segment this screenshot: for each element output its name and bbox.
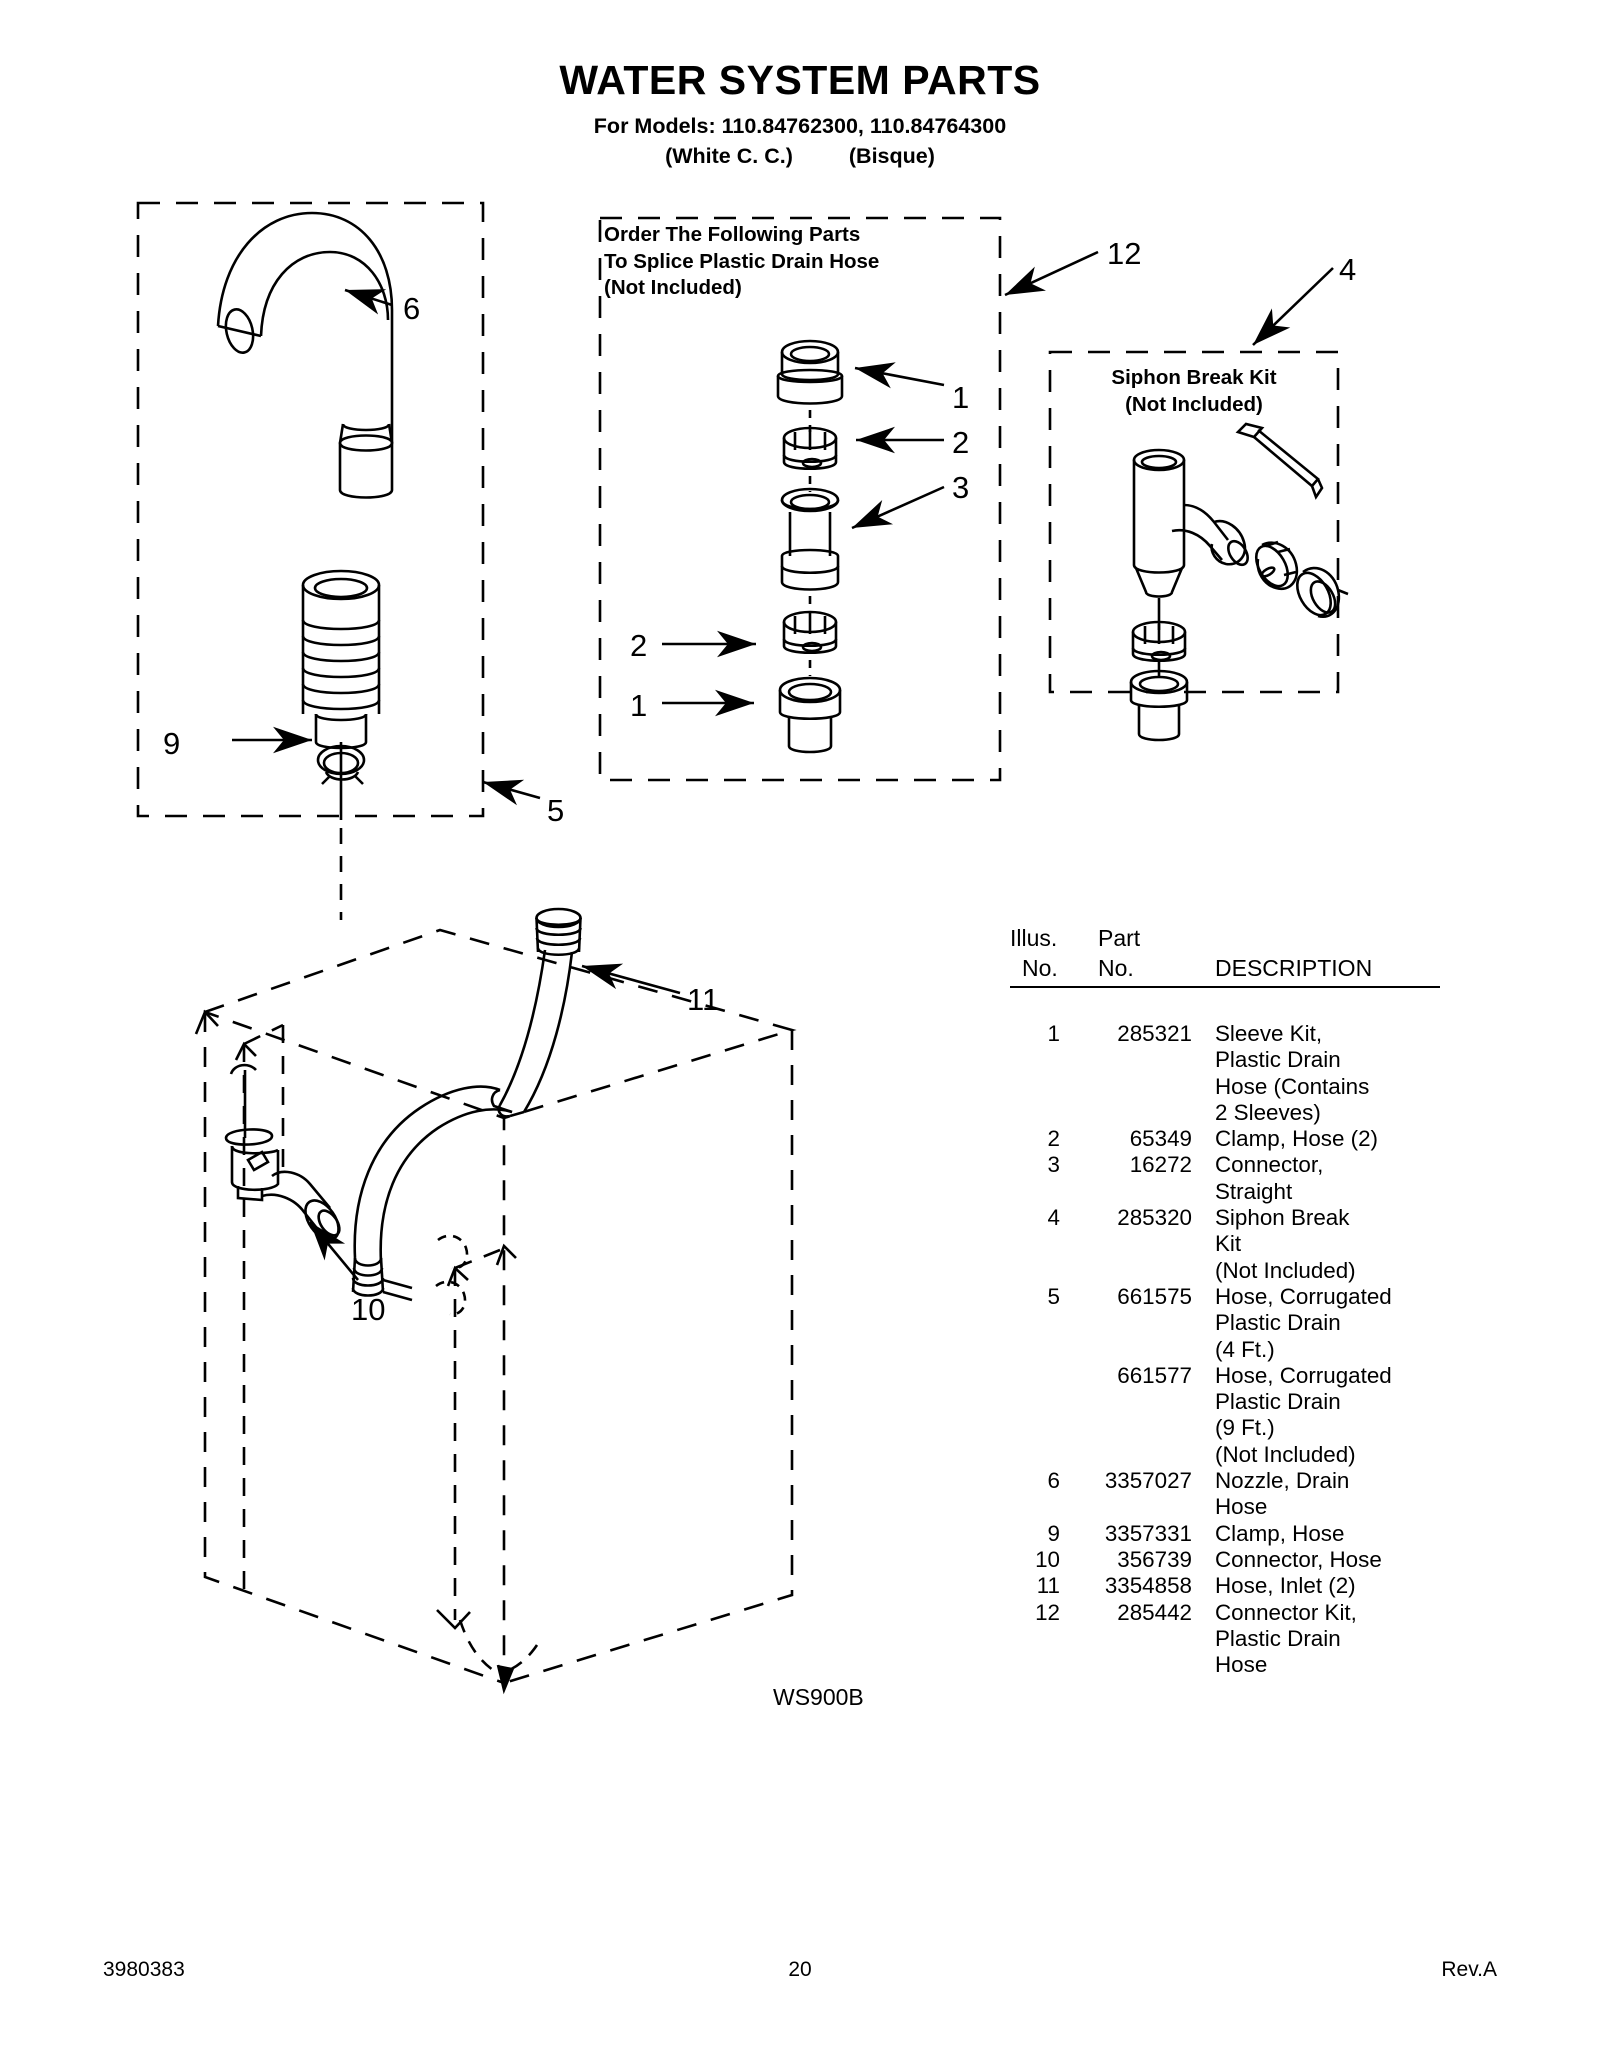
callout-6: 6	[403, 291, 421, 326]
cell-desc: (Not Included)	[1215, 1257, 1356, 1283]
cabinet-bottom-arrow	[460, 1620, 537, 1690]
table-row	[1010, 1442, 1440, 1468]
connector-part	[782, 489, 838, 590]
table-row	[1010, 1415, 1440, 1441]
table-row	[1010, 1021, 1440, 1047]
cell-desc: Sleeve Kit,	[1215, 1021, 1323, 1046]
cell-illus: 5	[1047, 1283, 1060, 1309]
table-row	[1010, 1521, 1440, 1547]
leader-1a	[855, 368, 944, 385]
parts-table	[1010, 925, 1440, 1678]
table-row	[1010, 1310, 1440, 1336]
cell-desc: Hose	[1215, 1652, 1268, 1678]
hose-connector-illustration	[226, 1065, 345, 1245]
cell-desc: Connector Kit,	[1215, 1599, 1357, 1625]
cell-desc: Hose, Corrugated	[1215, 1362, 1392, 1388]
inlet-hose-left	[353, 1087, 512, 1300]
cell-part: 285321	[1117, 1021, 1192, 1046]
table-row	[1010, 1047, 1440, 1073]
cell-desc: Plastic Drain	[1215, 1625, 1341, 1651]
header-part-line1: Part	[1098, 925, 1141, 951]
cell-part: 16272	[1129, 1152, 1192, 1178]
table-row	[1010, 1573, 1440, 1599]
cell-part: 356739	[1117, 1546, 1192, 1572]
clamp-part-upper	[784, 428, 836, 469]
table-row	[1010, 1547, 1440, 1573]
table-row	[1010, 1231, 1440, 1257]
leader-10	[310, 1222, 358, 1280]
cell-part: 3357331	[1104, 1520, 1192, 1546]
callout-5: 5	[547, 793, 565, 828]
parts-table-header	[1010, 925, 1440, 987]
cell-desc: Connector, Hose	[1215, 1546, 1382, 1572]
parts-table-body	[1010, 1021, 1440, 1678]
table-row	[1010, 1179, 1440, 1205]
drain-hose-dashed-box	[138, 203, 483, 816]
cell-desc: Hose (Contains	[1215, 1073, 1370, 1099]
leader-12	[1005, 252, 1098, 295]
cell-part: 3357027	[1104, 1468, 1192, 1494]
models-line: For Models: 110.84762300, 110.84764300	[593, 114, 1007, 139]
cell-part: 285320	[1117, 1205, 1192, 1231]
table-row	[1010, 1363, 1440, 1389]
table-row	[1010, 1468, 1440, 1494]
callout-1b: 1	[630, 688, 648, 723]
callout-11: 11	[687, 982, 720, 1017]
cell-desc: Plastic Drain	[1215, 1310, 1341, 1336]
cell-illus: 11	[1036, 1573, 1060, 1599]
cell-illus: 12	[1035, 1599, 1060, 1625]
splice-label-line1: Order The Following Parts	[604, 223, 861, 246]
callout-4: 4	[1339, 252, 1357, 287]
cell-desc: Clamp, Hose (2)	[1215, 1126, 1378, 1152]
inlet-hose-right	[499, 909, 581, 1116]
splice-kit-dashed-box	[600, 218, 1000, 780]
table-row	[1010, 1284, 1440, 1310]
table-row	[1010, 1600, 1440, 1626]
cell-part: 65349	[1129, 1126, 1192, 1152]
splice-box-label	[604, 222, 879, 302]
cell-desc: Plastic Drain	[1215, 1047, 1341, 1073]
table-row	[1010, 1074, 1440, 1100]
cell-illus: 6	[1047, 1468, 1060, 1494]
cell-desc: Clamp, Hose	[1215, 1520, 1345, 1546]
cell-desc: (9 Ft.)	[1215, 1415, 1275, 1441]
drawing-code: WS900B	[773, 1684, 864, 1710]
table-row	[1010, 1626, 1440, 1652]
cell-desc: Hose, Inlet (2)	[1215, 1573, 1356, 1599]
cell-desc: Nozzle, Drain	[1215, 1468, 1350, 1494]
header-illus-line2: No.	[1022, 955, 1058, 981]
cell-part: 285442	[1117, 1599, 1192, 1625]
corrugated-hose-illustration	[303, 571, 379, 748]
variant-left: (White C. C.)	[665, 144, 793, 169]
table-header-rule	[1010, 986, 1440, 988]
cell-desc: Straight	[1215, 1178, 1293, 1204]
splice-label-line2: To Splice Plastic Drain Hose	[604, 249, 880, 273]
washer-cabinet-outline	[205, 930, 792, 1683]
cell-desc: Hose, Corrugated	[1215, 1283, 1392, 1309]
footer-document-number: 3980383	[103, 1958, 185, 1981]
cell-illus: 9	[1047, 1520, 1060, 1546]
cell-desc: Siphon Break	[1215, 1205, 1350, 1231]
splice-label-line3: (Not Included)	[604, 276, 742, 300]
sleeve-part-bottom	[780, 678, 840, 752]
cell-illus: 4	[1047, 1205, 1060, 1231]
leader-3	[852, 487, 944, 528]
footer-revision: Rev.A	[1441, 1958, 1497, 1981]
callout-9: 9	[163, 726, 181, 761]
leader-4	[1253, 268, 1333, 345]
cell-illus: 3	[1047, 1152, 1060, 1178]
callout-12: 12	[1107, 236, 1142, 271]
table-row	[1010, 1126, 1440, 1152]
table-row	[1010, 1258, 1440, 1284]
cell-desc: (4 Ft.)	[1215, 1336, 1275, 1362]
cell-illus: 1	[1047, 1021, 1060, 1046]
table-row	[1010, 1205, 1440, 1231]
callout-1a: 1	[952, 380, 970, 415]
callout-2b: 2	[630, 628, 648, 663]
cell-part: 661575	[1117, 1283, 1192, 1309]
variant-right: (Bisque)	[848, 144, 935, 169]
cell-part: 3354858	[1104, 1573, 1192, 1599]
cell-desc: 2 Sleeves)	[1215, 1099, 1321, 1125]
siphon-label-line2: (Not Included)	[1125, 392, 1263, 416]
table-row	[1010, 1100, 1440, 1126]
footer-page-number: 20	[788, 1958, 812, 1981]
header-illus-line1: Illus.	[1010, 925, 1058, 951]
table-row	[1010, 1494, 1440, 1520]
callout-3: 3	[952, 470, 970, 505]
clamp-part-lower	[784, 612, 836, 653]
cell-desc: Kit	[1215, 1231, 1242, 1257]
table-row	[1010, 1337, 1440, 1363]
cell-desc: Plastic Drain	[1215, 1389, 1341, 1415]
cell-desc: (Not Included)	[1215, 1441, 1356, 1467]
sleeve-part-top	[778, 341, 842, 404]
leader-11	[582, 966, 680, 993]
callout-10: 10	[351, 1292, 386, 1327]
table-row	[1010, 1152, 1440, 1178]
callout-2a: 2	[952, 425, 970, 460]
cell-illus: 10	[1035, 1546, 1060, 1572]
cell-part: 661577	[1117, 1362, 1192, 1388]
table-row	[1010, 1389, 1440, 1415]
siphon-label-line1: Siphon Break Kit	[1111, 366, 1277, 389]
cell-desc: Connector,	[1215, 1152, 1324, 1178]
drain-nozzle-illustration	[218, 213, 392, 498]
cell-desc: Hose	[1215, 1494, 1268, 1520]
siphon-box-label	[1063, 365, 1325, 418]
cell-illus: 2	[1047, 1126, 1060, 1152]
leader-5	[483, 782, 540, 798]
header-description: DESCRIPTION	[1215, 955, 1373, 981]
header-part-line2: No.	[1098, 955, 1134, 981]
page-title: WATER SYSTEM PARTS	[559, 57, 1041, 103]
table-row	[1010, 1652, 1440, 1678]
